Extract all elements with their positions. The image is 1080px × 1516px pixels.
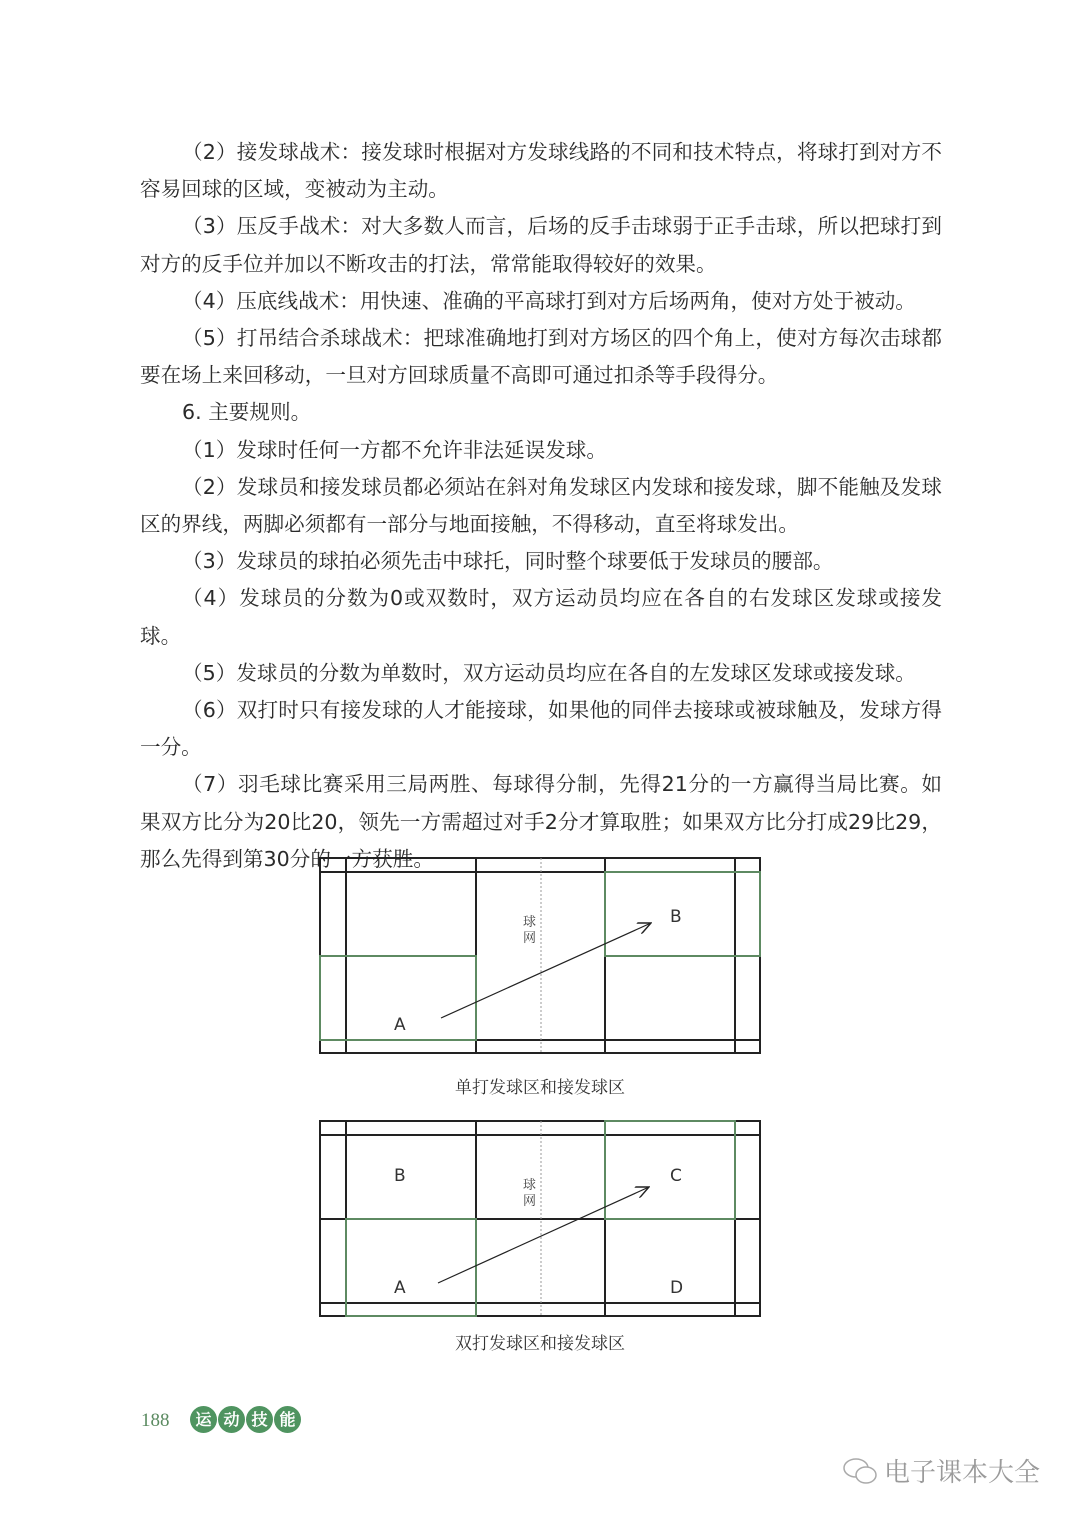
- paragraph: （6）双打时只有接发球的人才能接球，如果他的同伴去接球或被球触及，发球方得一分。: [140, 698, 942, 760]
- paragraph: （5）打吊结合杀球战术：把球准确地打到对方场区的四个角上，使对方每次击球都要在场上来回移动，一旦对方回球质量不高即可通过扣杀等手段得分。: [140, 326, 942, 388]
- paragraph: （7）羽毛球比赛采用三局两胜、每球得分制，先得21分的一方赢得当局比赛。如果双方比分为20比20，领先一方需超过对手2分才算取胜；如果双方比分打成29比29，那么先得到第30分的一方获胜。: [140, 772, 942, 871]
- watermark: [842, 1452, 1040, 1489]
- player-label: B: [394, 1166, 406, 1186]
- paragraph: （4）压底线战术：用快速、准确的平高球打到对方后场两角，使对方处于被动。: [182, 288, 916, 313]
- paragraph: （4）发球员的分数为0或双数时，双方运动员均应在各自的右发球区发球或接发球。: [140, 586, 942, 648]
- paragraph: （2）接发球战术：接发球时根据对方发球线路的不同和技术特点，将球打到对方不容易回球的区域，变被动为主动。: [140, 140, 942, 202]
- logo-char: 能: [274, 1406, 301, 1433]
- page-number: 188: [141, 1410, 170, 1431]
- player-label: C: [670, 1166, 682, 1186]
- paragraph: （5）发球员的分数为单数时，双方运动员均应在各自的左发球区发球或接发球。: [182, 660, 916, 685]
- doubles-court-diagram: [300, 1113, 780, 1325]
- body-text: [140, 134, 942, 878]
- section-heading: 6. 主要规则。: [182, 400, 312, 425]
- logo-char: 运: [190, 1406, 217, 1433]
- net-label: 网: [523, 1194, 537, 1209]
- net-label: 球: [523, 915, 537, 930]
- paragraph: （2）发球员和接发球员都必须站在斜对角发球区内发球和接发球，脚不能触及发球区的界线，两脚必须都有一部分与地面接触，不得移动，直至将球发出。: [140, 474, 942, 537]
- player-label: D: [670, 1278, 684, 1298]
- singles-court-diagram: [300, 850, 780, 1062]
- figure-caption: 双打发球区和接发球区: [455, 1334, 625, 1354]
- net-label: 网: [523, 931, 537, 946]
- paragraph: （3）压反手战术：对大多数人而言，后场的反手击球弱于正手击球，所以把球打到对方的反手位并加以不断攻击的打法，常常能取得较好的效果。: [140, 214, 942, 276]
- player-label: A: [394, 1015, 406, 1035]
- section-logo: [190, 1406, 301, 1433]
- player-label: B: [670, 907, 682, 927]
- wechat-icon: [842, 1456, 878, 1486]
- watermark-text: 电子课本大全: [884, 1458, 1041, 1488]
- logo-char: 技: [246, 1406, 273, 1433]
- paragraph: （1）发球时任何一方都不允许非法延误发球。: [182, 437, 607, 462]
- paragraph: （3）发球员的球拍必须先击中球托，同时整个球要低于发球员的腰部。: [182, 549, 834, 574]
- logo-char: 动: [218, 1406, 245, 1433]
- player-label: A: [394, 1278, 406, 1298]
- net-label: 球: [523, 1178, 537, 1193]
- figure-caption: 单打发球区和接发球区: [455, 1078, 625, 1098]
